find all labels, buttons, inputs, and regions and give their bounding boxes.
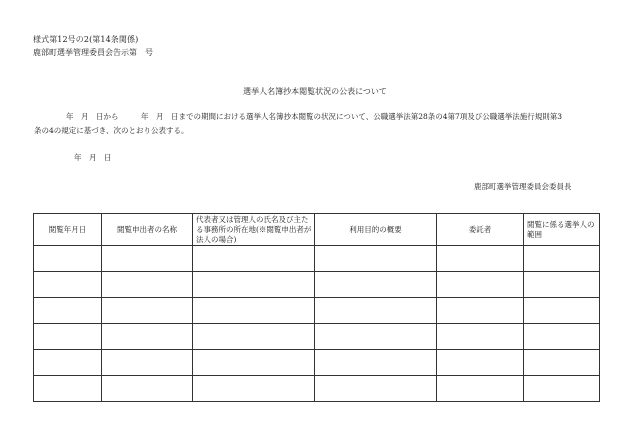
table-cell [437,298,524,324]
table-cell [102,324,193,350]
table-cell [34,376,102,402]
table-cell [524,376,600,402]
table-cell [102,298,193,324]
table-cell [437,350,524,376]
table-cell [315,350,437,376]
table-row [34,350,600,376]
table-cell [34,298,102,324]
table-row [34,272,600,298]
body-text-line-1: 年 月 日から 年 月 日までの期間における選挙人名簿抄本閲覧の状況について、公職選挙法第28条の4第7項及び公職選挙法施行規則第3 [66,112,563,121]
announcement-date: 年 月 日 [74,153,112,162]
inspection-status-table [33,213,600,402]
table-cell [193,324,315,350]
table-cell [193,350,315,376]
body-text-line-2: 条の4の規定に基づき、次のとおり公表する。 [34,126,189,135]
table-cell [102,376,193,402]
table-cell [524,350,600,376]
table-row [34,324,600,350]
column-header-purpose: 利用目的の概要 [315,214,437,246]
table-cell [437,272,524,298]
table-cell [524,298,600,324]
table-row [34,246,600,272]
table-cell [34,324,102,350]
table-cell [315,376,437,402]
table-cell [524,272,600,298]
table-cell [34,246,102,272]
signer: 鹿部町選挙管理委員会委員長 [474,182,572,191]
column-header-applicant: 閲覧申出者の名称 [102,214,193,246]
table-cell [193,272,315,298]
table-cell [102,272,193,298]
table-cell [193,298,315,324]
table-cell [193,246,315,272]
column-header-representative: 代表者又は管理人の氏名及び主たる事務所の所在地(※閲覧申出者が法人の場合) [193,214,315,246]
document-title: 選挙人名簿抄本閲覧状況の公表について [243,87,387,96]
table-cell [524,246,600,272]
column-header-consignor: 委託者 [437,214,524,246]
table-cell [315,246,437,272]
table-row [34,298,600,324]
table-cell [102,350,193,376]
table-cell [437,376,524,402]
table-header-row [34,214,600,246]
form-number: 様式第12号の2(第14条関係) [33,35,139,44]
notice-number: 鹿部町選挙管理委員会告示第 号 [33,48,153,57]
column-header-voter-scope: 閲覧に係る選挙人の範囲 [524,214,600,246]
table-cell [524,324,600,350]
table-row [34,376,600,402]
table-cell [315,324,437,350]
column-header-date: 閲覧年月日 [34,214,102,246]
table-cell [315,298,437,324]
table-cell [34,350,102,376]
table-cell [102,246,193,272]
table-cell [437,246,524,272]
table-cell [34,272,102,298]
table-cell [437,324,524,350]
table-cell [315,272,437,298]
table-cell [193,376,315,402]
